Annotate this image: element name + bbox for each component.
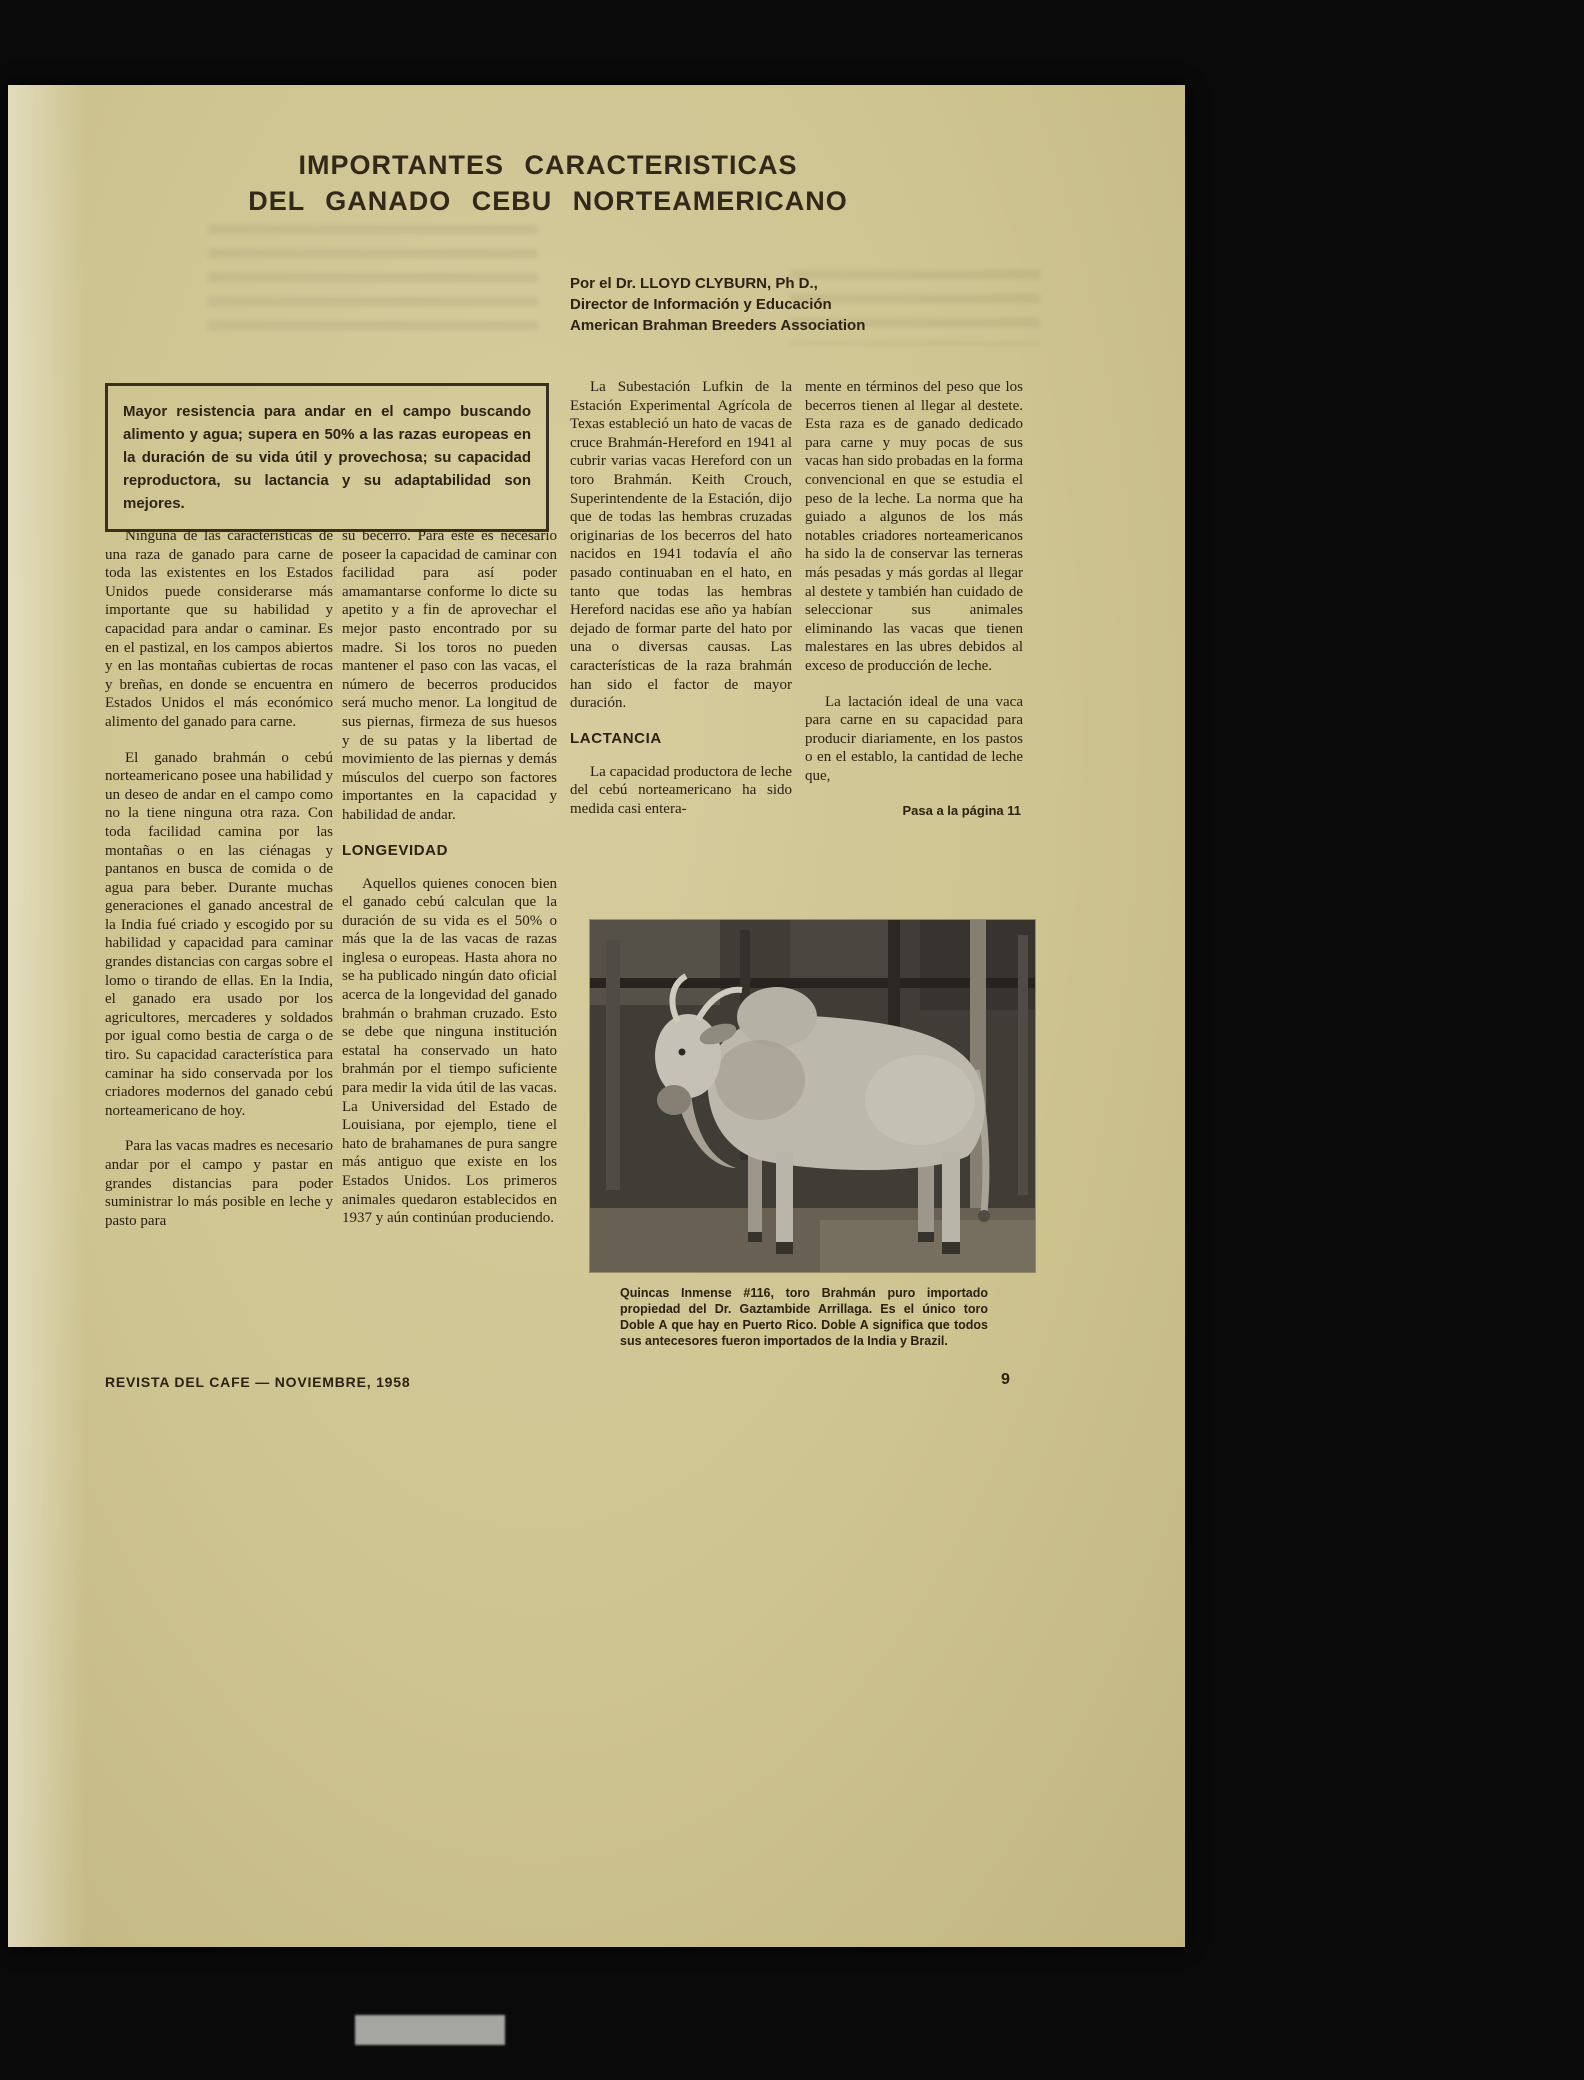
paragraph: Ninguna de las características de una raza de ganado para carne de toda las existentes en los Estados Unidos puede considerarse más importante que su habilidad y capacidad para andar o caminar. Es en el pastizal, en los campos abiertos y en las montañas cubiertas de rocas y breñas, en donde se encuentra en Estados Unidos el más económico alimento del ganado para carne. — [105, 528, 333, 730]
continued-on-page-note: Pasa a la página 11 — [902, 803, 1021, 819]
byline-author: Por el Dr. LLOYD CLYBURN, Ph D., — [570, 275, 818, 292]
article-column-2 — [342, 527, 557, 1245]
article-column-4 — [805, 378, 1023, 819]
paragraph: La lactación ideal de una vaca para carne en su capacidad para producir diariamente, en los pastos o en el establo, la cantidad de leche que, — [805, 693, 1023, 784]
article-title — [148, 147, 948, 219]
article-column-3 — [570, 378, 792, 835]
footer-journal-name: REVISTA DEL CAFE — NOVIEMBRE, 1958 — [105, 1374, 411, 1390]
paragraph: La Subestación Lufkin de la Estación Experimental Agrícola de Texas estableció un hato de vacas de cruce Brahmán-Hereford en 1941 al cubrir varias vacas Hereford con un toro Brahmán. Keith Crouch, Superintendente de la Estación, dijo que de todas las hembras cruzadas originarias de los becerros del hato nacidos en 1941 todavía el año pasado continuaban en el hato, en tanto que todas las hembras Hereford nacidas ese año ya habían dejado de formar parte del hato por una o diversas causas. Las características de la raza brahmán han sido el factor de mayor duración. — [570, 379, 792, 712]
summary-callout-box — [105, 383, 549, 532]
footer-page-number: 9 — [1001, 1371, 1010, 1388]
section-heading-lactancia: LACTANCIA — [570, 729, 662, 747]
paragraph: La capacidad productora de leche del cebú norteamericano ha sido medida casi entera- — [570, 763, 792, 817]
showthrough-artifact — [208, 225, 538, 335]
scan-artifact-strip — [355, 2015, 505, 2045]
paragraph: El ganado brahmán o cebú norteamericano posee una habilidad y un deseo de andar en el campo como no la tiene ninguna otra raza. Con toda facilidad camina por las montañas o en las ciénagas y pantanos en busca de comida o de agua para beber. Durante muchas generaciones el ganado ancestral de la India fué criado y escogido por su habilidad y capacidad para caminar grandes distancias con cargas sobre el lomo o tirando de ellas. En la India, el ganado era usado por los agricultores, mercaderes y soldados por igual como bestia de carga o de tiro. Su capacidad característica para caminar ha sido conservada por los criadores modernos del ganado cebú norteamericano de hoy. — [105, 749, 333, 1119]
summary-callout-text: Mayor resistencia para andar en el campo buscando alimento y agua; supera en 50% a las razas europeas en la duración de su vida útil y provechosa; su capacidad reproductora, su lactancia y su adaptabilidad son mejores. — [123, 403, 531, 512]
article-column-1 — [105, 527, 333, 1247]
byline-organization: American Brahman Breeders Association — [570, 317, 866, 334]
paragraph: mente en términos del peso que los becerros tienen al llegar al destete. Esta raza es de ganado dedicado para carne y muy pocas de sus vacas han sido probadas en la forma convencional en que se estudia el peso de la leche. La norma que ha guiado a algunos de los más notables criadores norteamericanos ha sido la de conservar las terneras más pesadas y más gordas al llegar al destete y también han cuidado de seleccionar sus animales eliminando las vacas que tienen malestares en las ubres debidos al exceso de producción de leche. — [805, 379, 1023, 674]
photo-brahman-bull — [590, 920, 1035, 1272]
article-title-line2: DEL GANADO CEBU NORTEAMERICANO — [248, 186, 848, 216]
paragraph: Para las vacas madres es necesario andar por el campo y pastar en grandes distancias para poder suministrar lo más posible en leche y pasto para — [105, 1138, 333, 1229]
byline — [570, 273, 910, 336]
article-title-line1: IMPORTANTES CARACTERISTICAS — [298, 150, 798, 180]
section-heading-longevidad: LONGEVIDAD — [342, 841, 449, 859]
brahman-bull-illustration — [590, 920, 1035, 1272]
photo-caption: Quincas Inmense #116, toro Brahmán puro importado propiedad del Dr. Gaztambide Arrillaga. Es el único toro Doble A que hay en Puerto Rico. Doble A significa que todos sus antecesores fueron importados de la India y Brazil. — [620, 1286, 988, 1348]
magazine-page — [8, 85, 1185, 1947]
byline-role: Director de Información y Educación — [570, 296, 832, 313]
paragraph: su becerro. Para éste es necesario poseer la capacidad de caminar con facilidad para así poder amamantarse conforme lo dicte su apetito y a fin de aprovechar el mejor pasto encontrado por su madre. Si los toros no pueden mantener el paso con las vacas, el número de becerros producidos será mucho menor. La longitud de sus piernas, firmeza de sus huesos y de su patas y la libertad de movimiento de las piernas y demás músculos del cuerpo son factores importantes en la capacidad y habilidad de andar. — [342, 528, 557, 823]
page-edge-highlight — [8, 85, 86, 1947]
paragraph: Aquellos quienes conocen bien el ganado cebú calculan que la duración de su vida es el 50% o más que la de las vacas de razas inglesa o europeas. Hasta ahora no se ha publicado ningún dato oficial acerca de la longevidad del ganado brahmán o brahman cruzado. Esto se debe que ninguna institución estatal ha conservado un hato brahmán por el tiempo suficiente para medir la vida útil de las vacas. La Universidad del Estado de Louisiana, por ejemplo, tiene el hato de brahamanes de pura sangre más antiguo que existe en los Estados Unidos. Los primeros animales quedaron establecidos en 1937 y aún continúan produciendo. — [342, 875, 557, 1227]
